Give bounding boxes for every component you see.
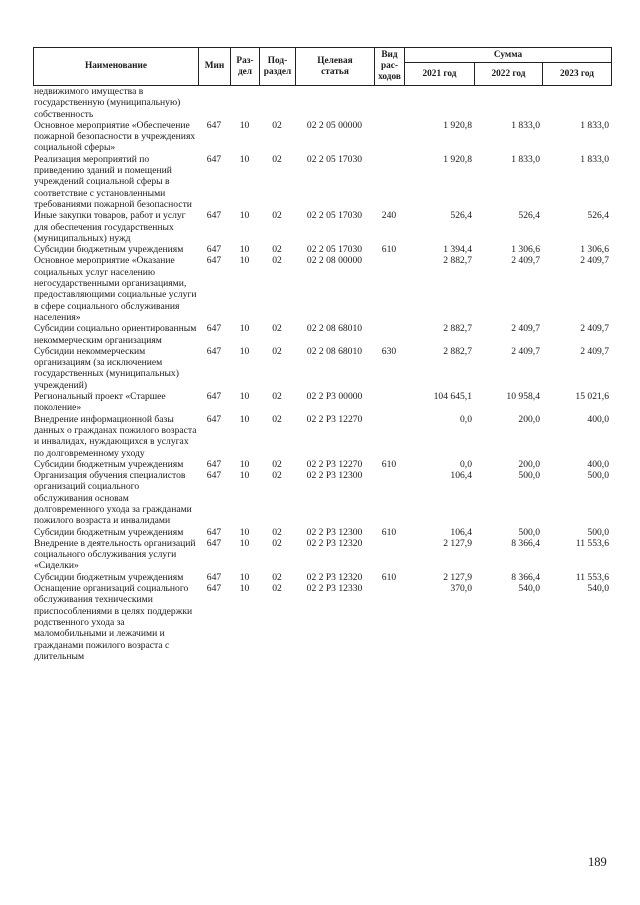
table-cell-min: 647 [206,537,222,549]
table-cell-sum-2022: 500,0 [518,526,540,538]
table-cell-sum-2023 [542,86,611,120]
table-cell-podrazdel: 02 [272,583,282,595]
table-cell-vid [374,470,404,526]
table-cell-sum-2021 [404,86,474,120]
header-name: Наименование [34,48,199,86]
table-cell-podrazdel: 02 [272,413,282,425]
table-cell-sum-2021: 1 394,4 [443,244,472,256]
table-cell-sum-2023: 1 306,6 [580,244,609,256]
table-cell-sum-2023: 500,0 [587,526,609,538]
table-cell-sum-2021: 2 882,7 [443,255,472,267]
table-cell-sum-2023: 11 553,6 [575,571,609,583]
table-cell-podrazdel: 02 [272,210,282,222]
table-cell-sum-2022: 10 958,4 [506,391,540,403]
table-cell-sum-2021: 2 882,7 [443,323,472,335]
table-cell-min: 647 [206,571,222,583]
table-cell-sum-2021: 1 920,8 [443,153,472,165]
table-cell-sum-2022: 540,0 [518,583,540,595]
table-cell-sum-2022: 2 409,7 [511,345,540,357]
table-cell-name: Субсидии бюджетным учреждениям [34,244,184,256]
table-row [33,538,611,572]
table-cell-target: 02 2 P3 00000 [306,391,363,403]
table-cell-min: 647 [206,470,222,482]
table-cell-sum-2022: 1 833,0 [511,119,540,131]
table-cell-name: Внедрение в деятельность организаций социального обслуживания услуги «Сиделки» [34,537,196,572]
table-cell-sum-2023: 15 021,6 [575,391,609,403]
table-cell-vid: 630 [381,345,397,357]
table-cell-razdel: 10 [239,244,250,256]
table-cell-min: 647 [206,413,222,425]
table-cell-min: 647 [206,345,222,357]
table-cell-min: 647 [206,583,222,595]
table-cell-name: Оснащение организаций социального обслуживания техническими приспособлениями в целях поддержки родственного ухода за маломобильными и лежачими и гражданами пожилого возраста с длительным [34,583,193,662]
table-cell-razdel: 10 [239,537,250,549]
table-cell-target: 02 2 P3 12300 [306,470,363,482]
table-cell-sum-2023: 400,0 [587,458,609,470]
table-row [33,470,611,526]
table-cell-sum-2021: 104 645,1 [433,391,472,403]
table-cell-sum-2023: 1 833,0 [580,153,609,165]
table-cell-razdel [230,86,259,120]
table-row [33,120,611,154]
table-cell-vid: 610 [381,571,397,583]
table-cell-target: 02 2 05 17030 [306,210,363,222]
table-cell-sum-2021: 106,4 [450,470,472,482]
table-cell-target: 02 2 P3 12300 [306,526,363,538]
table-cell-razdel: 10 [239,119,250,131]
document-page [33,47,611,662]
table-cell-name: Субсидии бюджетным учреждениям [34,458,184,470]
table-cell-vid [374,391,404,414]
table-cell-sum-2022: 8 366,4 [511,537,540,549]
table-cell-razdel: 10 [239,526,250,538]
table-cell-sum-2022: 2 409,7 [511,255,540,267]
table-row [33,86,611,120]
table-cell-podrazdel: 02 [272,470,282,482]
table-cell-sum-2021: 370,0 [450,583,472,595]
table-cell-vid [374,323,404,346]
table-row [33,391,611,414]
table-cell-podrazdel: 02 [272,391,282,403]
table-cell-name: Основное мероприятие «Обеспечение пожарной безопасности в учреждениях социальной сферы» [34,119,196,154]
header-vid: Вид рас- ходов [375,48,405,86]
table-body [33,86,611,662]
table-cell-sum-2023: 2 409,7 [580,345,609,357]
table-cell-vid [374,414,404,459]
table-cell-vid: 610 [381,244,397,256]
table-cell-razdel: 10 [239,210,250,222]
table-cell-min: 647 [206,323,222,335]
table-cell-target: 02 2 08 00000 [306,255,363,267]
header-podrazdel: Под- раздел [260,48,296,86]
table-cell-target: 02 2 P3 12320 [306,571,363,583]
table-cell-razdel: 10 [239,571,250,583]
table-cell-razdel: 10 [239,470,250,482]
table-cell-min: 647 [206,391,222,403]
table-cell-podrazdel: 02 [272,119,282,131]
table-cell-razdel: 10 [239,458,250,470]
table-cell-vid [374,583,404,662]
header-razdel: Раз- дел [231,48,260,86]
table-cell-sum-2022: 8 366,4 [511,571,540,583]
table-cell-razdel: 10 [239,413,250,425]
table-cell-sum-2022: 200,0 [518,458,540,470]
table-cell-sum-2022: 200,0 [518,413,540,425]
table-cell-vid [374,255,404,323]
table-cell-sum-2021: 106,4 [450,526,472,538]
table-cell-sum-2021: 2 882,7 [443,345,472,357]
table-cell-sum-2022: 2 409,7 [511,323,540,335]
table-cell-name: Основное мероприятие «Оказание социальных услуг населению негосударственными организациями, предоставляющими социальные услуги в сфере социального обслуживания населения» [34,255,197,323]
table-cell-target: 02 2 05 00000 [306,119,363,131]
table-cell-min: 647 [206,526,222,538]
table-cell-sum-2022: 1 306,6 [511,244,540,256]
page-number: 189 [588,855,607,869]
table-cell-sum-2023: 2 409,7 [580,323,609,335]
table-cell-sum-2023: 540,0 [587,583,609,595]
table-row [33,255,611,323]
table-cell-min [198,86,230,120]
table-row [33,244,611,255]
table-cell-podrazdel: 02 [272,345,282,357]
table-cell-target: 02 2 P3 12320 [306,537,363,549]
table-cell-podrazdel: 02 [272,153,282,165]
table-cell-min: 647 [206,458,222,470]
table-cell-target: 02 2 05 17030 [306,153,363,165]
table-cell-vid [374,538,404,572]
table-cell-name: Субсидии бюджетным учреждениям [34,526,184,538]
table-cell-sum-2023: 400,0 [587,413,609,425]
header-target: Целевая статья [296,48,375,86]
table-cell-target: 02 2 P3 12270 [306,458,363,470]
table-cell-vid: 240 [381,210,397,222]
table-cell-sum-2021: 0,0 [460,458,472,470]
table-cell-sum-2023: 2 409,7 [580,255,609,267]
table-cell-target: 02 2 05 17030 [306,244,363,256]
table-row [33,459,611,470]
table-cell-podrazdel: 02 [272,571,282,583]
table-row [33,210,611,244]
table-cell-name: Субсидии бюджетным учреждениям [34,571,184,583]
table-cell-razdel: 10 [239,323,250,335]
table-cell-razdel: 10 [239,255,250,267]
table-cell-vid [374,120,404,154]
table-header [33,47,612,86]
table-cell-min: 647 [206,119,222,131]
table-cell-target: 02 2 P3 12330 [306,583,363,595]
table-cell-name: Внедрение информационной базы данных о гражданах пожилого возраста и инвалидах, нуждающихся в услугах по долговременному уходу [34,413,197,459]
table-cell-min: 647 [206,153,222,165]
table-cell-sum-2021: 0,0 [460,413,472,425]
table-row [33,323,611,346]
table-row [33,414,611,459]
table-cell-target [295,86,374,120]
header-2023: 2023 год [543,63,612,86]
table-cell-razdel: 10 [239,583,250,595]
table-cell-podrazdel: 02 [272,458,282,470]
table-row [33,527,611,538]
table-cell-sum-2023: 1 833,0 [580,119,609,131]
table-cell-podrazdel: 02 [272,255,282,267]
table-cell-sum-2021: 2 127,9 [443,571,472,583]
table-cell-razdel: 10 [239,153,250,165]
header-2022: 2022 год [475,63,543,86]
table-cell-vid [374,86,404,120]
table-cell-sum-2023: 11 553,6 [575,537,609,549]
table-cell-podrazdel [259,86,295,120]
table-cell-sum-2022: 1 833,0 [511,153,540,165]
header-min: Мин [199,48,231,86]
table-cell-name: недвижимого имущества в государственную (муниципальную) собственность [34,86,181,120]
table-cell-podrazdel: 02 [272,323,282,335]
table-cell-sum-2021: 1 920,8 [443,119,472,131]
table-cell-podrazdel: 02 [272,537,282,549]
table-cell-sum-2022: 526,4 [518,210,540,222]
table-cell-razdel: 10 [239,345,250,357]
table-row [33,572,611,583]
table-cell-name: Региональный проект «Старшее поколение» [34,391,166,414]
table-cell-name: Иные закупки товаров, работ и услуг для обеспечения государственных (муниципальных) нужд [34,210,186,244]
header-sum: Сумма [405,48,612,63]
table-cell-name: Субсидии некоммерческим организациям (за исключением государственных (муниципальных) учреждений) [34,345,179,391]
table-cell-sum-2023: 500,0 [587,470,609,482]
table-cell-min: 647 [206,244,222,256]
table-cell-sum-2021: 526,4 [450,210,472,222]
table-cell-min: 647 [206,210,222,222]
table-cell-vid: 610 [381,526,397,538]
table-cell-target: 02 2 08 68010 [306,323,363,335]
table-cell-sum-2023: 526,4 [587,210,609,222]
table-cell-sum-2022: 500,0 [518,470,540,482]
table-cell-name: Субсидии социально ориентированным некоммерческим организациям [34,323,197,346]
table-row [33,154,611,210]
table-cell-podrazdel: 02 [272,244,282,256]
table-cell-podrazdel: 02 [272,526,282,538]
table-cell-vid [374,154,404,210]
header-2021: 2021 год [405,63,475,86]
table-cell-vid: 610 [381,458,397,470]
table-cell-target: 02 2 08 68010 [306,345,363,357]
table-cell-name: Реализация мероприятий по приведению зданий и помещений учреждений социальной сферы в соответствие с установленными требованиями пожарной безопасности [34,153,192,210]
table-cell-name: Организация обучения специалистов организаций социального обслуживания основам долговременного ухода за гражданами пожилого возраста и инвалидами [34,470,192,527]
table-row [33,346,611,391]
table-cell-sum-2021: 2 127,9 [443,537,472,549]
table-cell-razdel: 10 [239,391,250,403]
table-cell-target: 02 2 P3 12270 [306,413,363,425]
table-cell-sum-2022 [474,86,542,120]
table-cell-min: 647 [206,255,222,267]
table-row [33,583,611,662]
